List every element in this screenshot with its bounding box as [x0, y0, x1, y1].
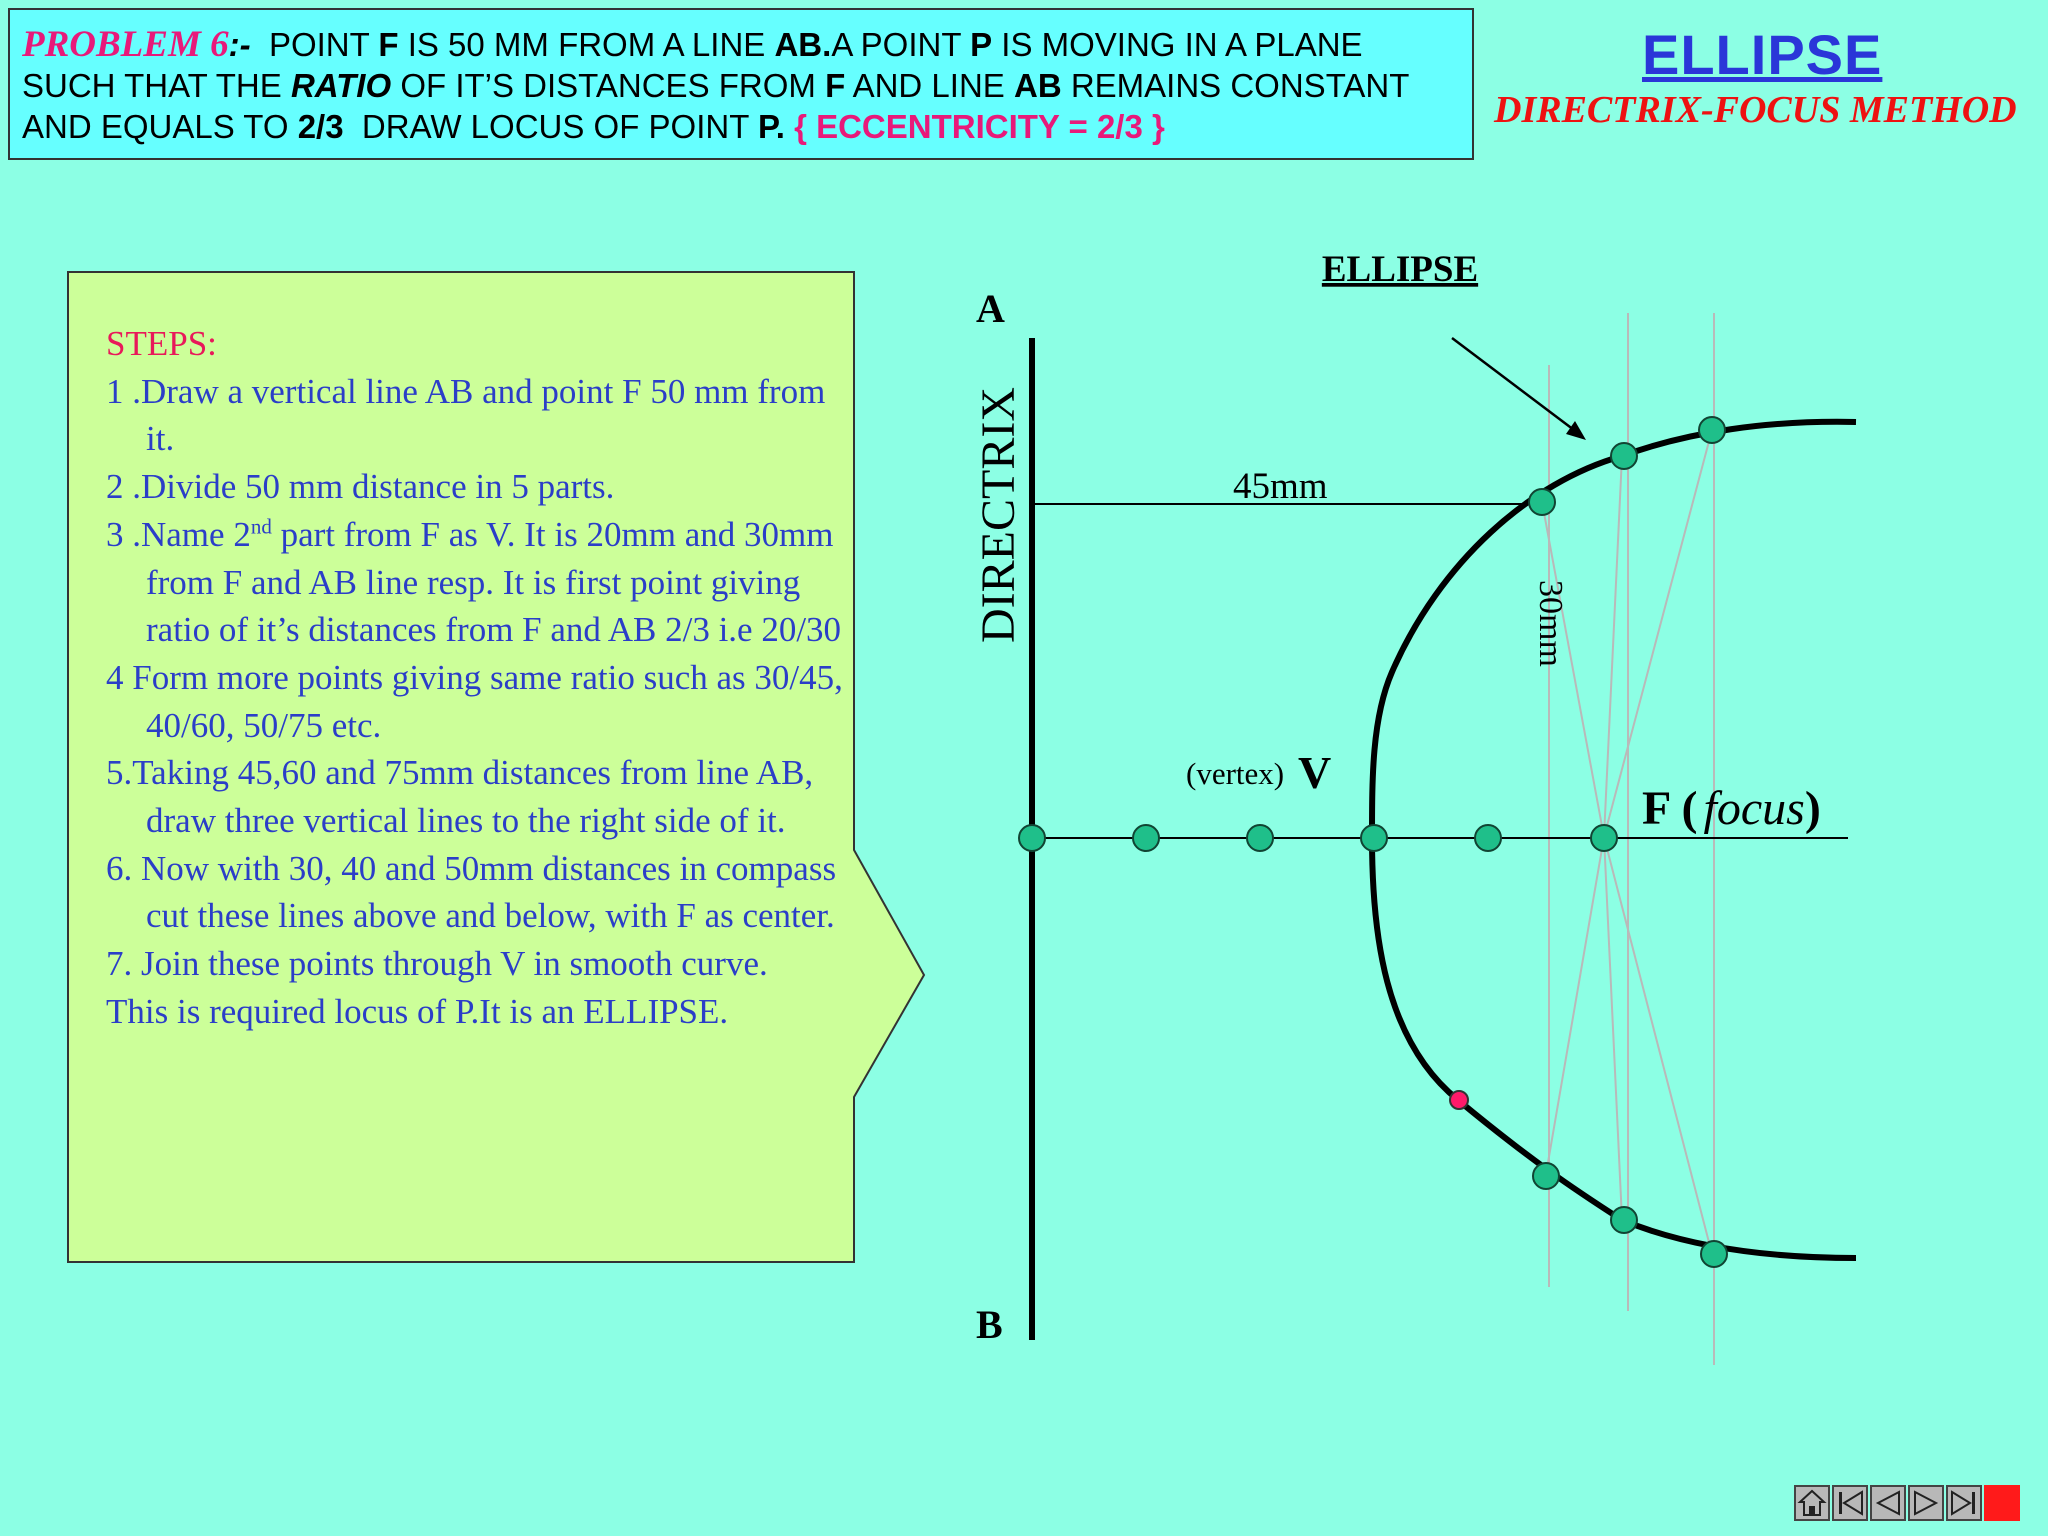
step-5: 5.Taking 45,60 and 75mm distances from line AB, draw three vertical lines to the right side of it.: [106, 753, 814, 841]
next-slide-icon: [1911, 1488, 1941, 1518]
point-p-marker: [1450, 1091, 1468, 1109]
locus-point-45-lower: [1533, 1163, 1559, 1189]
steps-heading: STEPS:: [106, 324, 217, 363]
locus-point-75-lower: [1701, 1241, 1727, 1267]
page-subtitle: DIRECTRIX-FOCUS METHOD: [1494, 89, 2017, 131]
last-slide-icon: [1949, 1488, 1979, 1518]
problem-line-3: AND EQUALS TO 2/3 DRAW LOCUS OF POINT P. { ECCENTRICITY = 2/3 }: [22, 108, 1165, 145]
directrix-label: DIRECTRIX: [972, 387, 1025, 643]
previous-slide-icon: [1873, 1488, 1903, 1518]
stop-button[interactable]: [1984, 1485, 2020, 1521]
vertex-small-label: (vertex): [1186, 756, 1285, 791]
vertex-label: V: [1298, 747, 1332, 798]
step-4: 4 Form more points giving same ratio such as 30/45, 40/60, 50/75 etc.: [106, 657, 843, 745]
problem-line-1: PROBLEM 6:- POINT F IS 50 MM FROM A LINE AB.A POINT P IS MOVING IN A PLANE: [22, 24, 1363, 65]
arrow-head-icon: [1566, 421, 1586, 440]
previous-slide-button[interactable]: [1870, 1485, 1906, 1521]
label-a: A: [976, 286, 1005, 331]
last-slide-button[interactable]: [1946, 1485, 1982, 1521]
dimension-45mm-label: 45mm: [1233, 466, 1328, 507]
next-slide-button[interactable]: [1908, 1485, 1944, 1521]
home-icon: [1797, 1488, 1827, 1518]
point-directrix-foot: [1019, 825, 1045, 851]
ellipse-curve-label: ELLIPSE: [1321, 249, 1479, 290]
slide-navigation: [1794, 1485, 2022, 1525]
ellipse-pointer-arrow: [1452, 338, 1574, 430]
step-conclusion: This is required locus of P.It is an ELLIPSE.: [106, 991, 729, 1031]
locus-point-60-upper: [1611, 443, 1637, 469]
step-2: 2 .Divide 50 mm distance in 5 parts.: [106, 467, 615, 507]
point-division-2: [1247, 825, 1273, 851]
step-1: 1 .Draw a vertical line AB and point F 50 mm from it.: [106, 371, 826, 459]
point-focus: [1591, 825, 1617, 851]
home-button[interactable]: [1794, 1485, 1830, 1521]
step-6: 6. Now with 30, 40 and 50mm distances in compass cut these lines above and below, with F as center.: [106, 848, 837, 936]
page-title: ELLIPSE: [1642, 23, 1883, 86]
locus-point-75-upper: [1699, 417, 1725, 443]
point-division-4: [1475, 825, 1501, 851]
focus-label: F ( focus): [1642, 782, 1821, 835]
problem-label: PROBLEM 6: [22, 24, 229, 65]
dimension-30mm-label: 30mm: [1532, 580, 1569, 667]
locus-point-60-lower: [1611, 1207, 1637, 1233]
label-b: B: [976, 1302, 1003, 1347]
step-7: 7. Join these points through V in smooth curve.: [106, 944, 768, 984]
problem-line-2: SUCH THAT THE RATIO OF IT’S DISTANCES FROM F AND LINE AB REMAINS CONSTANT: [22, 67, 1410, 104]
eccentricity-note: { ECCENTRICITY = 2/3 }: [794, 108, 1165, 145]
first-slide-button[interactable]: [1832, 1485, 1868, 1521]
point-vertex: [1361, 825, 1387, 851]
step-3: 3 .Name 2nd part from F as V. It is 20mm and 30mm from F and AB line resp. It is first point giving ratio of it’s distances from F and AB 2/3 i.e 20/30: [106, 514, 842, 650]
locus-point-45-upper: [1529, 489, 1555, 515]
point-division-1: [1133, 825, 1159, 851]
first-slide-icon: [1835, 1488, 1865, 1518]
